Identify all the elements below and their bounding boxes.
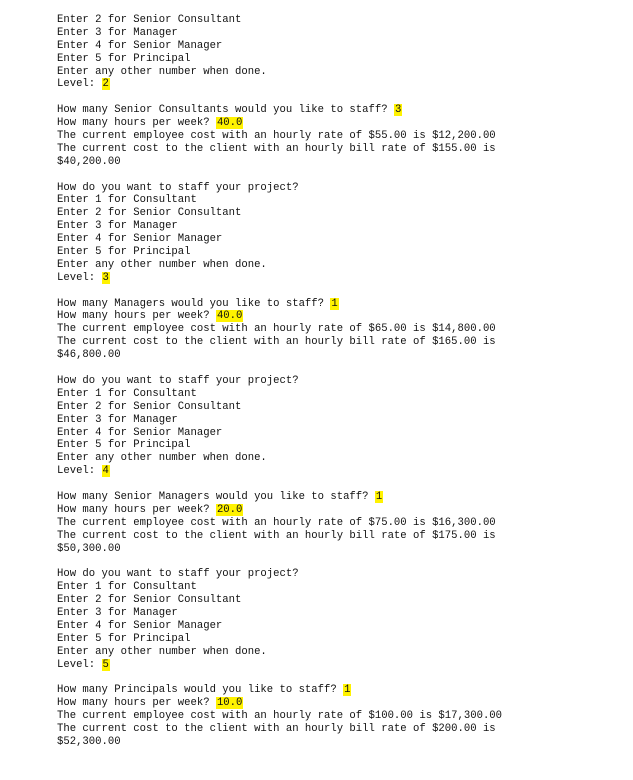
user-input-value: 1 <box>344 684 351 697</box>
console-line <box>57 323 617 336</box>
user-input-value: 3 <box>102 271 109 284</box>
user-input-value: 40.0 <box>216 117 243 130</box>
console-line-text: How many Senior Consultants would you like to staff? <box>57 104 394 117</box>
console-line-text: Enter 5 for Principal <box>57 632 191 645</box>
console-line <box>57 594 617 607</box>
user-input-value: 1 <box>375 490 383 503</box>
console-line <box>57 736 617 749</box>
console-line-text: The current cost to the client with an hourly bill rate of $155.00 is <box>57 142 496 155</box>
console-line-text: Enter 2 for Senior Consultant <box>57 400 242 413</box>
console-line-text: How many hours per week? <box>57 310 216 323</box>
blank-line <box>57 555 617 568</box>
console-line-text: $50,300.00 <box>57 542 121 555</box>
console-line-text: Enter any other number when done. <box>57 645 267 658</box>
console-line-text: Level: <box>57 465 102 478</box>
console-line <box>57 194 617 207</box>
console-line-text: The current employee cost with an hourly rate of $100.00 is $17,300.00 <box>57 710 503 723</box>
user-input-value: 1 <box>331 297 338 310</box>
user-input-value: 20.0 <box>216 503 243 516</box>
console-line <box>57 220 617 233</box>
console-line <box>57 581 617 594</box>
console-line <box>57 104 617 117</box>
console-line-text: How many hours per week? <box>57 697 216 710</box>
console-line-text: How many Senior Managers would you like to staff? <box>57 490 375 503</box>
console-line <box>57 66 617 79</box>
console-line-text: The current cost to the client with an hourly bill rate of $165.00 is <box>57 336 496 349</box>
blank-line <box>57 169 617 182</box>
console-line-text: Enter 3 for Manager <box>57 413 178 426</box>
console-line <box>57 607 617 620</box>
console-line-text: Enter any other number when done. <box>57 258 267 271</box>
console-line-text: Level: <box>57 658 102 671</box>
user-input-value: 40.0 <box>216 310 243 323</box>
console-line <box>57 310 617 323</box>
console-line <box>57 491 617 504</box>
blank-line <box>57 91 617 104</box>
console-line <box>57 349 617 362</box>
console-line-text: Enter 1 for Consultant <box>57 581 197 594</box>
console-line <box>57 568 617 581</box>
blank-line <box>57 285 617 298</box>
console-line <box>57 143 617 156</box>
console-line <box>57 684 617 697</box>
blank-line <box>57 671 617 684</box>
console-line-text: Enter 5 for Principal <box>57 246 191 259</box>
console-line-text: Level: <box>57 271 102 284</box>
console-line <box>57 530 617 543</box>
console-line <box>57 439 617 452</box>
console-line-text: Level: <box>57 78 102 91</box>
console-line-text: Enter 5 for Principal <box>57 439 191 452</box>
console-line <box>57 697 617 710</box>
console-line-text: The current cost to the client with an hourly bill rate of $200.00 is <box>57 722 496 735</box>
console-line <box>57 414 617 427</box>
console-line-text: How many Principals would you like to staff? <box>57 684 344 697</box>
console-line <box>57 427 617 440</box>
console-line-text: How do you want to staff your project? <box>57 181 299 194</box>
user-input-value: 3 <box>394 104 402 117</box>
console-line <box>57 646 617 659</box>
console-line-text: The current cost to the client with an hourly bill rate of $175.00 is <box>57 529 496 542</box>
console-line <box>57 388 617 401</box>
console-line-text: $52,300.00 <box>57 735 121 748</box>
console-line-text: Enter 2 for Senior Consultant <box>57 14 242 26</box>
console-line <box>57 465 617 478</box>
console-line <box>57 40 617 53</box>
console-line-text: Enter 3 for Manager <box>57 26 178 39</box>
console-line-text: How many hours per week? <box>57 117 216 130</box>
console-line <box>57 246 617 259</box>
console-line-text: The current employee cost with an hourly rate of $65.00 is $14,800.00 <box>57 323 496 336</box>
console-line <box>57 659 617 672</box>
console-line-text: Enter 1 for Consultant <box>57 194 197 207</box>
console-line <box>57 401 617 414</box>
console-line <box>57 259 617 272</box>
console-line <box>57 78 617 91</box>
console-line-text: Enter 4 for Senior Manager <box>57 426 223 439</box>
console-line <box>57 452 617 465</box>
user-input-value: 10.0 <box>216 697 243 710</box>
console-line <box>57 543 617 556</box>
console-line <box>57 272 617 285</box>
console-line <box>57 620 617 633</box>
console-line <box>57 117 617 130</box>
console-line-text: Enter 4 for Senior Manager <box>57 39 223 52</box>
console-line-text: Enter 1 for Consultant <box>57 387 197 400</box>
console-line <box>57 336 617 349</box>
user-input-value: 4 <box>102 465 109 478</box>
console-line-text: Enter 3 for Manager <box>57 220 178 233</box>
console-line-text: $46,800.00 <box>57 349 121 362</box>
console-line-text: How many hours per week? <box>57 503 216 516</box>
console-line <box>57 710 617 723</box>
console-output <box>57 14 617 749</box>
console-line <box>57 723 617 736</box>
console-line-text: Enter 5 for Principal <box>57 52 191 65</box>
user-input-value: 5 <box>102 658 109 671</box>
console-line-text: Enter 4 for Senior Manager <box>57 233 223 246</box>
console-line-text: $40,200.00 <box>57 155 121 168</box>
console-line <box>57 156 617 169</box>
console-line-text: Enter any other number when done. <box>57 452 267 465</box>
console-line-text: Enter 2 for Senior Consultant <box>57 207 242 220</box>
console-line <box>57 53 617 66</box>
console-line-text: How many Managers would you like to staff? <box>57 297 331 310</box>
console-line-text: The current employee cost with an hourly rate of $55.00 is $12,200.00 <box>57 130 496 143</box>
console-line-text: Enter 4 for Senior Manager <box>57 619 223 632</box>
console-line <box>57 14 617 27</box>
console-line <box>57 27 617 40</box>
console-line-text: The current employee cost with an hourly rate of $75.00 is $16,300.00 <box>57 516 496 529</box>
user-input-value: 2 <box>102 78 109 91</box>
console-line-text: Enter any other number when done. <box>57 65 267 78</box>
console-line-text: Enter 2 for Senior Consultant <box>57 594 242 607</box>
console-line-text: Enter 3 for Manager <box>57 606 178 619</box>
console-line <box>57 233 617 246</box>
console-line <box>57 130 617 143</box>
blank-line <box>57 478 617 491</box>
console-line <box>57 298 617 311</box>
console-line <box>57 375 617 388</box>
console-line <box>57 182 617 195</box>
console-line <box>57 207 617 220</box>
console-line <box>57 504 617 517</box>
blank-line <box>57 362 617 375</box>
console-line <box>57 633 617 646</box>
console-line <box>57 517 617 530</box>
console-line-text: How do you want to staff your project? <box>57 568 299 581</box>
console-line-text: How do you want to staff your project? <box>57 374 299 387</box>
